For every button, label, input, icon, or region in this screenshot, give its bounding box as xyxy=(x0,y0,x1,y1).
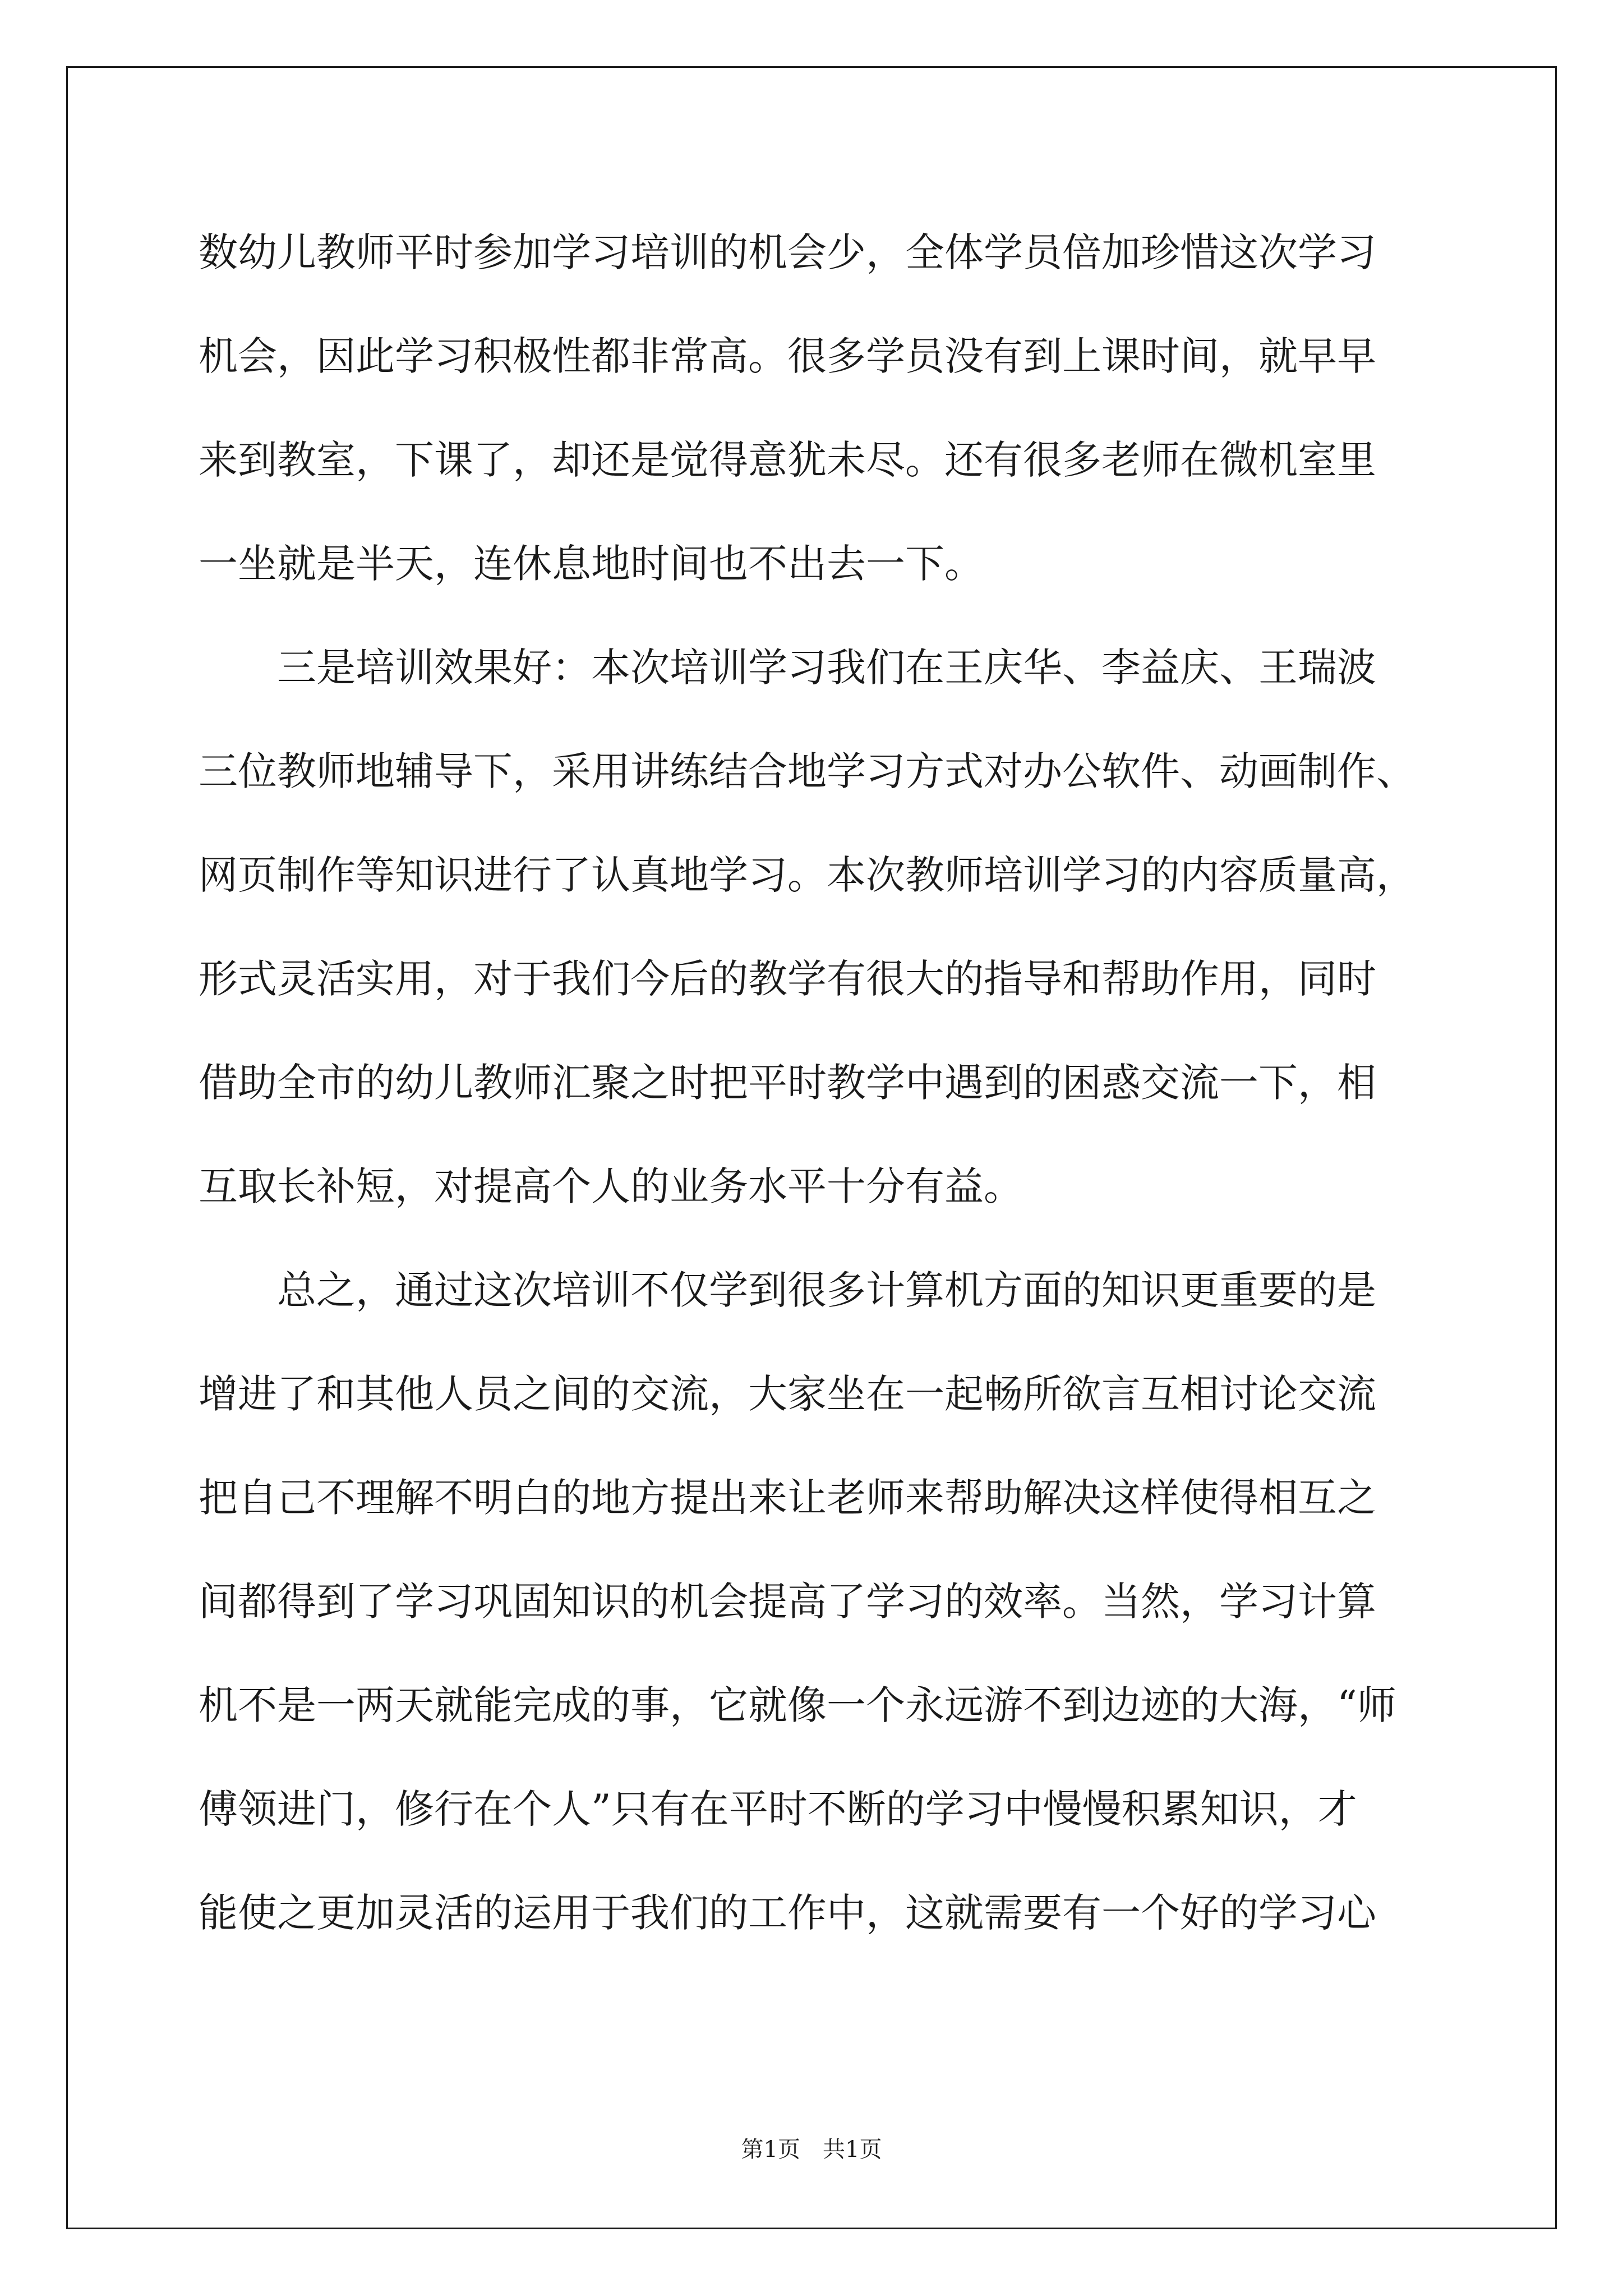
text-line: 来到教室，下课了，却还是觉得意犹未尽。还有很多老师在微机室里 xyxy=(199,437,1376,483)
text-line: 总之，通过这次培训不仅学到很多计算机方面的知识更重要的是 xyxy=(199,1267,1376,1313)
text-line: 三位教师地辅导下，采用讲练结合地学习方式对办公软件、动画制作、 xyxy=(199,748,1415,794)
text-line: 一坐就是半天，连休息地时间也不出去一下。 xyxy=(199,541,984,587)
text-line: 网页制作等知识进行了认真地学习。本次教师培训学习的内容质量高， xyxy=(199,852,1415,898)
text-line: 机会，因此学习积极性都非常高。很多学员没有到上课时间，就早早 xyxy=(199,333,1376,379)
text-line: 间都得到了学习巩固知识的机会提高了学习的效率。当然，学习计算 xyxy=(199,1579,1376,1625)
text-line: 形式灵活实用，对于我们今后的教学有很大的指导和帮助作用，同时 xyxy=(199,956,1376,1002)
text-line: 傅领进门，修行在个人”只有在平时不断的学习中慢慢积累知识，才 xyxy=(199,1786,1357,1832)
text-line: 借助全市的幼儿教师汇聚之时把平时教学中遇到的困惑交流一下，相 xyxy=(199,1060,1376,1106)
page-footer: 第1页 共1页 xyxy=(741,2137,882,2162)
text-line: 增进了和其他人员之间的交流，大家坐在一起畅所欲言互相讨论交流 xyxy=(199,1371,1376,1417)
text-line: 数幼儿教师平时参加学习培训的机会少，全体学员倍加珍惜这次学习 xyxy=(199,229,1376,275)
text-line: 机不是一两天就能完成的事，它就像一个永远游不到边迹的大海，“师 xyxy=(199,1682,1396,1728)
text-line: 互取长补短，对提高个人的业务水平十分有益。 xyxy=(199,1163,1023,1209)
text-line: 三是培训效果好：本次培训学习我们在王庆华、李益庆、王瑞波 xyxy=(199,645,1376,691)
text-line: 能使之更加灵活的运用于我们的工作中，这就需要有一个好的学习心 xyxy=(199,1890,1376,1936)
text-line: 把自己不理解不明白的地方提出来让老师来帮助解决这样使得相互之 xyxy=(199,1475,1376,1521)
